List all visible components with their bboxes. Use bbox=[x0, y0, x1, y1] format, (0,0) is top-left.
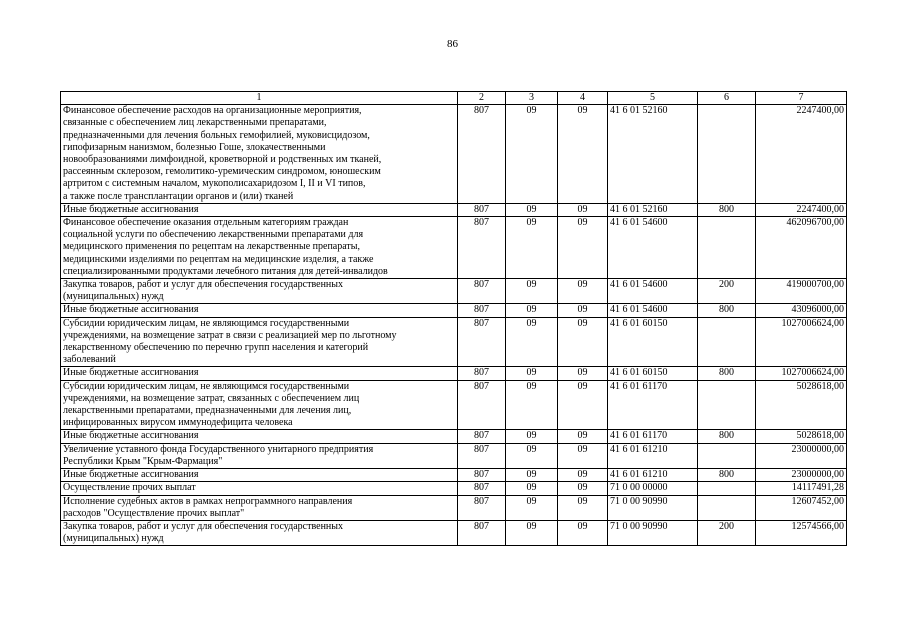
row-section-code: 09 bbox=[506, 443, 558, 468]
table-row bbox=[61, 495, 847, 520]
row-subsection-code: 09 bbox=[558, 317, 608, 367]
row-grbs-code: 807 bbox=[458, 482, 506, 495]
row-section-code: 09 bbox=[506, 520, 558, 545]
row-name bbox=[61, 203, 458, 216]
row-amount: 1027006624,00 bbox=[756, 367, 847, 380]
row-name bbox=[61, 430, 458, 443]
row-name bbox=[61, 304, 458, 317]
row-name bbox=[61, 495, 458, 520]
row-name-line: Республики Крым "Крым-Фармация" bbox=[63, 455, 223, 467]
row-expense-type-code bbox=[698, 217, 756, 279]
row-name-line: Субсидии юридическим лицам, не являющимся государственными bbox=[63, 317, 350, 329]
row-name-line: заболеваний bbox=[63, 354, 116, 366]
row-amount: 23000000,00 bbox=[756, 443, 847, 468]
row-name bbox=[61, 367, 458, 380]
row-grbs-code: 807 bbox=[458, 317, 506, 367]
row-grbs-code: 807 bbox=[458, 105, 506, 204]
row-name-line: специализированными продуктами лечебного питания для детей-инвалидов bbox=[63, 265, 388, 277]
row-target-article-code: 41 6 01 61210 bbox=[608, 443, 698, 468]
row-name-line: инфицированных вирусом иммунодефицита человека bbox=[63, 417, 293, 429]
row-target-article-code: 71 0 00 00000 bbox=[608, 482, 698, 495]
table-row bbox=[61, 279, 847, 304]
row-name bbox=[61, 520, 458, 545]
row-section-code: 09 bbox=[506, 203, 558, 216]
row-name-line: Иные бюджетные ассигнования bbox=[63, 430, 199, 442]
row-expense-type-code bbox=[698, 495, 756, 520]
row-name-line: связанные с обеспечением лиц лекарственными препаратами, bbox=[63, 117, 327, 129]
row-grbs-code: 807 bbox=[458, 279, 506, 304]
row-section-code: 09 bbox=[506, 304, 558, 317]
row-name-line: лекарственными препаратами, предназначенными для лечения лиц, bbox=[63, 405, 352, 417]
row-amount: 12574566,00 bbox=[756, 520, 847, 545]
row-target-article-code: 41 6 01 54600 bbox=[608, 304, 698, 317]
table-row bbox=[61, 482, 847, 495]
row-name-line: (муниципальных) нужд bbox=[63, 291, 164, 303]
row-name bbox=[61, 105, 458, 204]
page-number: 86 bbox=[447, 38, 458, 50]
row-target-article-code: 71 0 00 90990 bbox=[608, 520, 698, 545]
row-expense-type-code bbox=[698, 317, 756, 367]
row-section-code: 09 bbox=[506, 217, 558, 279]
row-section-code: 09 bbox=[506, 367, 558, 380]
row-target-article-code: 41 6 01 60150 bbox=[608, 317, 698, 367]
table-row bbox=[61, 217, 847, 279]
row-expense-type-code: 800 bbox=[698, 469, 756, 482]
header-row bbox=[61, 92, 847, 105]
row-amount: 5028618,00 bbox=[756, 430, 847, 443]
row-grbs-code: 807 bbox=[458, 430, 506, 443]
row-section-code: 09 bbox=[506, 482, 558, 495]
row-amount: 1027006624,00 bbox=[756, 317, 847, 367]
row-name-line: Иные бюджетные ассигнования bbox=[63, 469, 199, 481]
table-row bbox=[61, 520, 847, 545]
row-amount: 2247400,00 bbox=[756, 203, 847, 216]
row-name-line: новообразованиями лимфоидной, кроветворной и родственных им тканей, bbox=[63, 154, 382, 166]
row-subsection-code: 09 bbox=[558, 105, 608, 204]
row-section-code: 09 bbox=[506, 105, 558, 204]
row-name-line: Иные бюджетные ассигнования bbox=[63, 367, 199, 379]
row-section-code: 09 bbox=[506, 317, 558, 367]
row-name-line: гипофизарным нанизмом, болезнью Гоше, злокачественными bbox=[63, 141, 326, 153]
row-grbs-code: 807 bbox=[458, 367, 506, 380]
row-grbs-code: 807 bbox=[458, 380, 506, 430]
row-name-line: Осуществление прочих выплат bbox=[63, 482, 196, 494]
row-amount: 419000700,00 bbox=[756, 279, 847, 304]
row-subsection-code: 09 bbox=[558, 304, 608, 317]
header-col-3: 3 bbox=[506, 92, 558, 105]
row-subsection-code: 09 bbox=[558, 520, 608, 545]
row-subsection-code: 09 bbox=[558, 495, 608, 520]
row-name bbox=[61, 469, 458, 482]
row-grbs-code: 807 bbox=[458, 443, 506, 468]
row-target-article-code: 41 6 01 61210 bbox=[608, 469, 698, 482]
row-expense-type-code: 800 bbox=[698, 367, 756, 380]
row-grbs-code: 807 bbox=[458, 203, 506, 216]
row-amount: 2247400,00 bbox=[756, 105, 847, 204]
row-name-line: лекарственному обеспечению по перечню групп населения и категорий bbox=[63, 342, 369, 354]
row-subsection-code: 09 bbox=[558, 217, 608, 279]
row-name bbox=[61, 217, 458, 279]
table-row bbox=[61, 380, 847, 430]
table-row bbox=[61, 443, 847, 468]
header-col-7: 7 bbox=[756, 92, 847, 105]
row-name-line: рассеянным склерозом, гемолитико-уремическим синдромом, юношеским bbox=[63, 166, 381, 178]
header-col-4: 4 bbox=[558, 92, 608, 105]
row-name-line: Финансовое обеспечение оказания отдельным категориям граждан bbox=[63, 217, 349, 229]
row-grbs-code: 807 bbox=[458, 304, 506, 317]
row-name-line: Иные бюджетные ассигнования bbox=[63, 304, 199, 316]
row-subsection-code: 09 bbox=[558, 203, 608, 216]
row-name-line: Исполнение судебных актов в рамках непрограммного направления bbox=[63, 495, 353, 507]
row-section-code: 09 bbox=[506, 380, 558, 430]
row-name-line: Субсидии юридическим лицам, не являющимся государственными bbox=[63, 380, 350, 392]
row-target-article-code: 41 6 01 60150 bbox=[608, 367, 698, 380]
row-subsection-code: 09 bbox=[558, 469, 608, 482]
row-subsection-code: 09 bbox=[558, 367, 608, 380]
row-name-line: а также после трансплантации органов и (или) тканей bbox=[63, 190, 294, 202]
row-grbs-code: 807 bbox=[458, 520, 506, 545]
row-section-code: 09 bbox=[506, 430, 558, 443]
row-name-line: Финансовое обеспечение расходов на организационные мероприятия, bbox=[63, 105, 362, 117]
row-target-article-code: 41 6 01 52160 bbox=[608, 105, 698, 204]
row-name-line: социальной услуги по обеспечению лекарственными препаратами для bbox=[63, 229, 364, 241]
row-grbs-code: 807 bbox=[458, 469, 506, 482]
row-name-line: предназначенными для лечения больных гемофилией, муковисцидозом, bbox=[63, 129, 370, 141]
row-target-article-code: 41 6 01 52160 bbox=[608, 203, 698, 216]
row-expense-type-code: 200 bbox=[698, 279, 756, 304]
row-amount: 462096700,00 bbox=[756, 217, 847, 279]
row-target-article-code: 41 6 01 54600 bbox=[608, 279, 698, 304]
row-grbs-code: 807 bbox=[458, 495, 506, 520]
row-expense-type-code bbox=[698, 443, 756, 468]
row-subsection-code: 09 bbox=[558, 430, 608, 443]
row-name-line: Закупка товаров, работ и услуг для обеспечения государственных bbox=[63, 279, 344, 291]
row-expense-type-code bbox=[698, 105, 756, 204]
row-expense-type-code bbox=[698, 380, 756, 430]
header-col-5: 5 bbox=[608, 92, 698, 105]
header-col-6: 6 bbox=[698, 92, 756, 105]
row-section-code: 09 bbox=[506, 469, 558, 482]
row-expense-type-code: 800 bbox=[698, 430, 756, 443]
row-name bbox=[61, 380, 458, 430]
row-name-line: артритом с системным началом, мукополисахаридозом I, II и VI типов, bbox=[63, 178, 366, 190]
row-subsection-code: 09 bbox=[558, 279, 608, 304]
row-target-article-code: 41 6 01 54600 bbox=[608, 217, 698, 279]
table-row bbox=[61, 469, 847, 482]
table-row bbox=[61, 367, 847, 380]
row-name-line: Закупка товаров, работ и услуг для обеспечения государственных bbox=[63, 520, 344, 532]
table-row bbox=[61, 304, 847, 317]
row-subsection-code: 09 bbox=[558, 380, 608, 430]
row-section-code: 09 bbox=[506, 495, 558, 520]
row-expense-type-code: 800 bbox=[698, 304, 756, 317]
row-name-line: расходов "Осуществление прочих выплат" bbox=[63, 507, 245, 519]
row-grbs-code: 807 bbox=[458, 217, 506, 279]
row-target-article-code: 41 6 01 61170 bbox=[608, 430, 698, 443]
table-row bbox=[61, 317, 847, 367]
header-col-2: 2 bbox=[458, 92, 506, 105]
table-row bbox=[61, 105, 847, 204]
row-name-line: учреждениями, на возмещение затрат в связи с реализацией мер по льготному bbox=[63, 329, 397, 341]
row-subsection-code: 09 bbox=[558, 482, 608, 495]
row-amount: 5028618,00 bbox=[756, 380, 847, 430]
row-expense-type-code: 200 bbox=[698, 520, 756, 545]
row-expense-type-code bbox=[698, 482, 756, 495]
row-name bbox=[61, 279, 458, 304]
header-col-1: 1 bbox=[61, 92, 458, 105]
row-name-line: (муниципальных) нужд bbox=[63, 533, 164, 545]
row-name bbox=[61, 482, 458, 495]
row-amount: 12607452,00 bbox=[756, 495, 847, 520]
budget-table-body bbox=[61, 105, 847, 546]
row-name-line: Иные бюджетные ассигнования bbox=[63, 203, 199, 215]
row-name-line: медицинскими изделиями по рецептам на медицинские изделия, а также bbox=[63, 253, 374, 265]
row-target-article-code: 71 0 00 90990 bbox=[608, 495, 698, 520]
row-name bbox=[61, 317, 458, 367]
row-name bbox=[61, 443, 458, 468]
table-row bbox=[61, 203, 847, 216]
row-amount: 23000000,00 bbox=[756, 469, 847, 482]
row-name-line: учреждениями, на возмещение затрат, связанных с обеспечением лиц bbox=[63, 392, 360, 404]
row-target-article-code: 41 6 01 61170 bbox=[608, 380, 698, 430]
row-section-code: 09 bbox=[506, 279, 558, 304]
row-amount: 14117491,28 bbox=[756, 482, 847, 495]
budget-table bbox=[60, 91, 847, 546]
row-name-line: Увеличение уставного фонда Государственного унитарного предприятия bbox=[63, 443, 374, 455]
row-amount: 43096000,00 bbox=[756, 304, 847, 317]
row-subsection-code: 09 bbox=[558, 443, 608, 468]
row-name-line: медицинского применения по рецептам на лекарственные препараты, bbox=[63, 241, 361, 253]
row-expense-type-code: 800 bbox=[698, 203, 756, 216]
table-row bbox=[61, 430, 847, 443]
